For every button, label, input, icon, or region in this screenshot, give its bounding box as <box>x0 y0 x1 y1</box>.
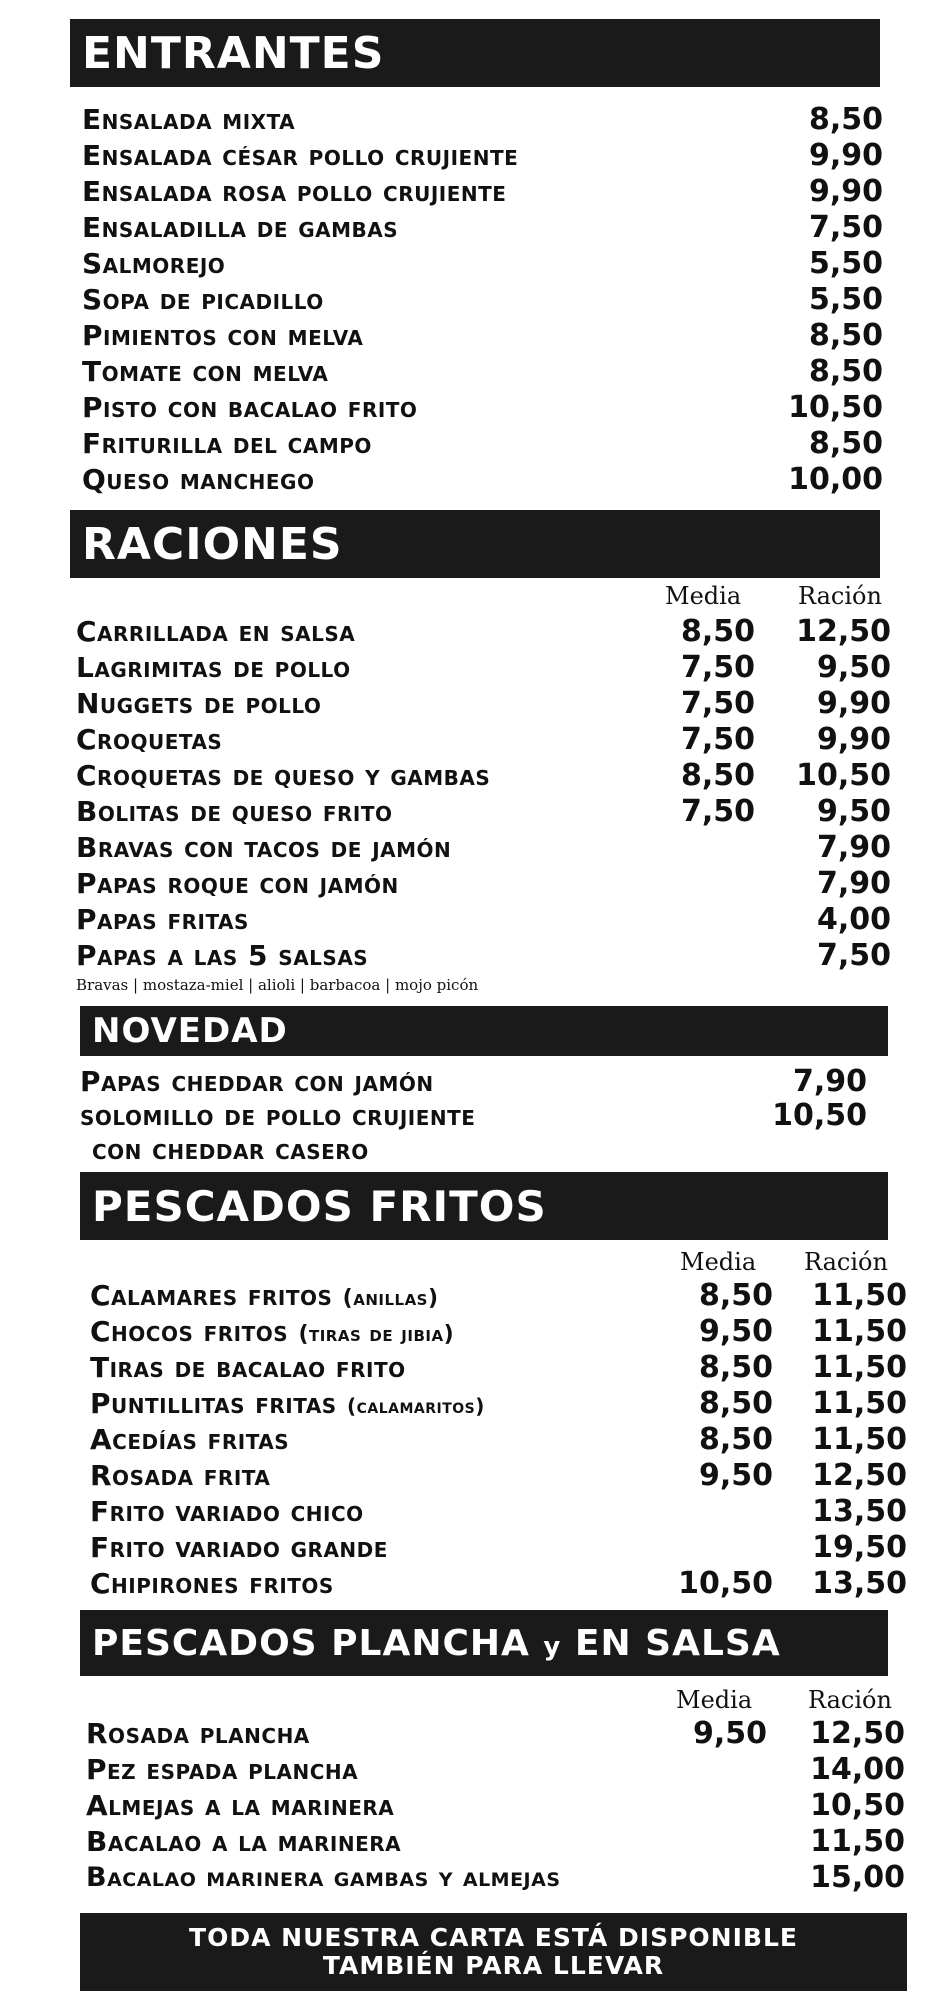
col-media-label: Media <box>676 1686 753 1714</box>
item-name: Papas fritas <box>76 903 249 936</box>
item-name: Pimientos con melva <box>82 319 364 352</box>
item-name-main: Puntillitas fritas <box>90 1387 337 1420</box>
item-name: Pez espada plancha <box>86 1753 359 1786</box>
item-price-racion: 10,50 <box>796 758 891 793</box>
item-name: Bravas con tacos de jamón <box>76 831 452 864</box>
item-price-media: 10,50 <box>678 1566 773 1601</box>
item-name: Papas cheddar con jamón <box>80 1065 434 1098</box>
item-name: Croquetas de queso y gambas <box>76 759 491 792</box>
item-name: Lagrimitas de pollo <box>76 651 351 684</box>
item-price: 9,90 <box>808 174 883 209</box>
item-name: Sopa de picadillo <box>82 283 324 316</box>
col-racion-label: Ración <box>798 582 882 610</box>
item-price-racion: 11,50 <box>812 1422 907 1457</box>
item-name-sub: (calamaritos) <box>346 1394 485 1418</box>
item-price-media: 8,50 <box>698 1278 773 1313</box>
item-price-racion: 14,00 <box>810 1752 905 1787</box>
item-price-racion: 15,00 <box>810 1860 905 1895</box>
item-price-racion: 12,50 <box>796 614 891 649</box>
menu-item <box>0 426 943 462</box>
menu-item <box>0 722 943 758</box>
item-price-racion: 13,50 <box>812 1566 907 1601</box>
item-price: 8,50 <box>808 318 883 353</box>
item-name: Salmorejo <box>82 247 226 280</box>
item-price-media: 8,50 <box>680 614 755 649</box>
takeaway-banner <box>80 1913 907 1991</box>
raciones-header <box>70 510 880 578</box>
item-price: 9,90 <box>808 138 883 173</box>
item-name: Ensalada mixta <box>82 103 296 136</box>
item-name: Almejas a la marinera <box>86 1789 395 1822</box>
item-name-continuation: con cheddar casero <box>92 1133 369 1166</box>
title-part-c: EN SALSA <box>574 1622 781 1664</box>
item-price-media: 9,50 <box>698 1458 773 1493</box>
item-name: Chipirones fritos <box>90 1567 334 1600</box>
item-price: 8,50 <box>808 354 883 389</box>
menu-item <box>0 1752 943 1788</box>
item-name: Frito variado chico <box>90 1495 364 1528</box>
item-name: Ensalada rosa pollo crujiente <box>82 175 507 208</box>
menu-item <box>0 866 943 902</box>
menu-item <box>0 1566 943 1602</box>
item-price: 7,90 <box>792 1064 867 1099</box>
item-price: 8,50 <box>808 102 883 137</box>
item-name: Nuggets de pollo <box>76 687 322 720</box>
item-name: Tomate con melva <box>82 355 329 388</box>
menu-item <box>0 174 943 210</box>
menu-item <box>0 1860 943 1896</box>
menu-item <box>0 210 943 246</box>
item-name: Pisto con bacalao frito <box>82 391 418 424</box>
item-price-racion: 19,50 <box>812 1530 907 1565</box>
menu-item <box>0 1278 943 1314</box>
item-name: Frito variado grande <box>90 1531 388 1564</box>
menu-item <box>0 1098 943 1134</box>
item-price-racion: 13,50 <box>812 1494 907 1529</box>
menu-item <box>0 390 943 426</box>
item-price-media: 7,50 <box>680 650 755 685</box>
item-name: Friturilla del campo <box>82 427 372 460</box>
item-name: Rosada plancha <box>86 1717 310 1750</box>
menu-item <box>0 246 943 282</box>
item-name: Bacalao marinera gambas y almejas <box>86 1862 561 1893</box>
item-name <box>90 1278 439 1317</box>
menu-item <box>0 1064 943 1100</box>
menu-item <box>0 1350 943 1386</box>
novedad-title: NOVEDAD <box>92 1011 288 1051</box>
pescados-plancha-header <box>80 1610 888 1676</box>
entrantes-title: ENTRANTES <box>82 27 385 79</box>
item-name: Bacalao a la marinera <box>86 1825 402 1858</box>
item-price: 10,00 <box>788 462 883 497</box>
item-name: Bolitas de queso frito <box>76 795 393 828</box>
item-name-main: Chocos fritos <box>90 1315 289 1348</box>
title-part-a: PESCADOS PLANCHA <box>92 1622 530 1664</box>
item-name: Rosada frita <box>90 1459 271 1492</box>
item-name: Papas roque con jamón <box>76 867 399 900</box>
menu-item <box>0 794 943 830</box>
col-racion-label: Ración <box>804 1248 888 1276</box>
menu-item <box>0 1494 943 1530</box>
item-price-racion: 12,50 <box>810 1716 905 1751</box>
item-price-media: 7,50 <box>680 722 755 757</box>
item-price-media: 8,50 <box>698 1386 773 1421</box>
item-name <box>90 1314 454 1353</box>
menu-item <box>0 1422 943 1458</box>
item-name: Queso manchego <box>82 463 315 496</box>
pescados-fritos-title: PESCADOS FRITOS <box>92 1181 547 1231</box>
item-price-racion: 7,90 <box>816 866 891 901</box>
item-price-racion: 11,50 <box>812 1350 907 1385</box>
col-media-label: Media <box>680 1248 757 1276</box>
item-price-racion: 11,50 <box>812 1314 907 1349</box>
item-price-racion: 9,90 <box>816 722 891 757</box>
item-price-racion: 7,50 <box>816 938 891 973</box>
menu-item <box>0 686 943 722</box>
item-price-racion: 11,50 <box>812 1278 907 1313</box>
item-price: 5,50 <box>808 282 883 317</box>
col-media-label: Media <box>665 582 742 610</box>
item-price-racion: 9,50 <box>816 650 891 685</box>
menu-item <box>0 830 943 866</box>
item-price-racion: 10,50 <box>810 1788 905 1823</box>
menu-item <box>0 462 943 498</box>
item-price-media: 8,50 <box>698 1350 773 1385</box>
takeaway-line-2: TAMBIÉN PARA LLEVAR <box>322 1951 665 1980</box>
item-price-media: 9,50 <box>698 1314 773 1349</box>
item-name: Acedías fritas <box>90 1423 290 1456</box>
item-name: Tiras de bacalao frito <box>90 1351 406 1384</box>
item-price-racion: 9,50 <box>816 794 891 829</box>
menu-item <box>0 1314 943 1350</box>
item-name: Ensalada césar pollo crujiente <box>82 139 519 172</box>
item-name: solomillo de pollo crujiente <box>80 1099 476 1132</box>
menu-item <box>0 1824 943 1860</box>
item-price-media: 8,50 <box>698 1422 773 1457</box>
item-price-racion: 7,90 <box>816 830 891 865</box>
raciones-title: RACIONES <box>82 518 343 570</box>
item-price-racion: 12,50 <box>812 1458 907 1493</box>
item-price: 10,50 <box>788 390 883 425</box>
item-price: 10,50 <box>772 1098 867 1133</box>
item-price-media: 9,50 <box>692 1716 767 1751</box>
menu-item <box>0 758 943 794</box>
item-name <box>90 1386 485 1424</box>
item-name-main: Calamares fritos <box>90 1279 333 1312</box>
item-name: Ensaladilla de gambas <box>82 211 399 244</box>
menu-item <box>0 318 943 354</box>
novedad-header <box>80 1006 888 1056</box>
menu-item <box>0 1386 943 1422</box>
item-price-media: 8,50 <box>680 758 755 793</box>
item-price-media: 7,50 <box>680 686 755 721</box>
item-name-sub: (anillas) <box>342 1286 439 1311</box>
item-price: 8,50 <box>808 426 883 461</box>
item-name: Croquetas <box>76 723 223 756</box>
menu-item <box>0 614 943 650</box>
item-price-racion: 9,90 <box>816 686 891 721</box>
pescados-fritos-header <box>80 1172 888 1240</box>
item-price-racion: 11,50 <box>810 1824 905 1859</box>
menu-item <box>0 938 943 974</box>
menu-item <box>0 1788 943 1824</box>
item-price: 5,50 <box>808 246 883 281</box>
item-price: 7,50 <box>808 210 883 245</box>
item-price-media: 7,50 <box>680 794 755 829</box>
menu-item <box>0 1530 943 1566</box>
col-racion-label: Ración <box>808 1686 892 1714</box>
menu-item <box>0 1716 943 1752</box>
menu-item-continuation <box>0 1132 943 1168</box>
takeaway-line-1: TODA NUESTRA CARTA ESTÁ DISPONIBLE <box>189 1923 798 1952</box>
menu-item <box>0 1458 943 1494</box>
entrantes-header <box>70 19 880 87</box>
menu-item <box>0 102 943 138</box>
item-price-racion: 4,00 <box>816 902 891 937</box>
item-name-sub: (tiras de jibia) <box>298 1322 455 1347</box>
item-name: Carrillada en salsa <box>76 615 356 648</box>
menu-item <box>0 138 943 174</box>
menu-item <box>0 282 943 318</box>
sauces-note: Bravas | mostaza-miel | alioli | barbacoa | mojo picón <box>76 976 479 994</box>
pescados-plancha-title <box>92 1623 781 1664</box>
item-price-racion: 11,50 <box>812 1386 907 1421</box>
title-part-b: y <box>543 1631 562 1662</box>
item-name: Papas a las 5 salsas <box>76 939 369 972</box>
menu-item <box>0 650 943 686</box>
menu-item <box>0 354 943 390</box>
menu-item <box>0 902 943 938</box>
